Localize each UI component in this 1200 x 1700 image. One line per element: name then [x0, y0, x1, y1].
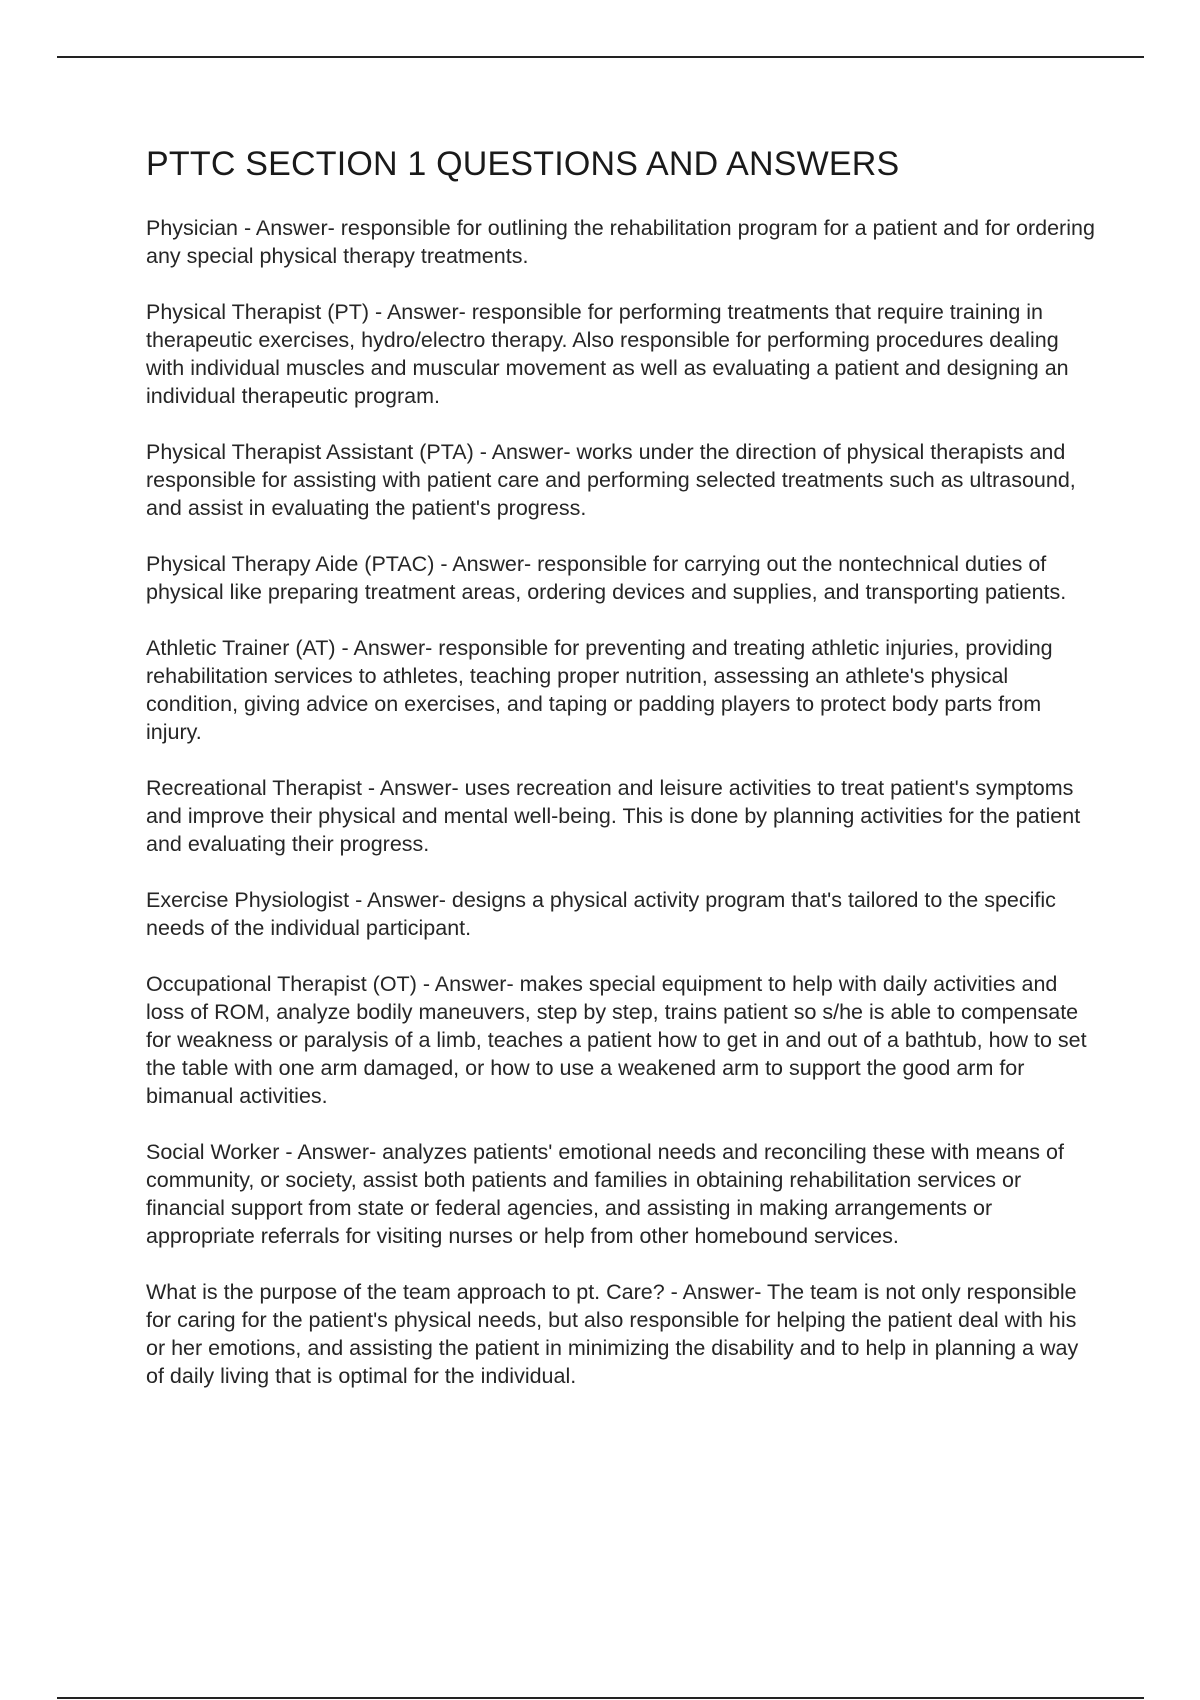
footer-divider: [57, 1697, 1144, 1699]
qa-item: Athletic Trainer (AT) - Answer- responsible for preventing and treating athletic injuries, providing rehabilitation services to athletes, teaching proper nutrition, assessing an athlete's physical condition, giving advice on exercises, and taping or padding players to protect body parts from injury.: [146, 636, 1053, 744]
qa-item: Physician - Answer- responsible for outlining the rehabilitation program for a patient and for ordering any special physical therapy treatments.: [146, 216, 1095, 268]
header-divider: [57, 56, 1144, 58]
qa-item: Physical Therapist (PT) - Answer- responsible for performing treatments that require training in therapeutic exercises, hydro/electro therapy. Also responsible for performing procedures dealing with individual muscles and muscular movement as well as evaluating a patient and designing an individual therapeutic program.: [146, 300, 1069, 408]
document-body: [146, 140, 1096, 1418]
qa-item: What is the purpose of the team approach to pt. Care? - Answer- The team is not only responsible for caring for the patient's physical needs, but also responsible for helping the patient deal with his or her emotions, and assisting the patient in minimizing the disability and to help in planning a way of daily living that is optimal for the individual.: [146, 1280, 1079, 1388]
qa-item: Physical Therapy Aide (PTAC) - Answer- responsible for carrying out the nontechnical duties of physical like preparing treatment areas, ordering devices and supplies, and transporting patients.: [146, 552, 1067, 604]
document-title: PTTC SECTION 1 QUESTIONS AND ANSWERS: [146, 145, 900, 183]
qa-item: Exercise Physiologist - Answer- designs a physical activity program that's tailored to the specific needs of the individual participant.: [146, 888, 1056, 940]
qa-list: [146, 214, 1096, 1390]
qa-item: Physical Therapist Assistant (PTA) - Answer- works under the direction of physical therapists and responsible for assisting with patient care and performing selected treatments such as ultrasound, and assist in evaluating the patient's progress.: [146, 440, 1076, 520]
qa-item: Social Worker - Answer- analyzes patients' emotional needs and reconciling these with means of community, or society, assist both patients and families in obtaining rehabilitation services or financial support from state or federal agencies, and assisting in making arrangements or appropriate referrals for visiting nurses or help from other homebound services.: [146, 1140, 1064, 1248]
qa-item: Occupational Therapist (OT) - Answer- makes special equipment to help with daily activities and loss of ROM, analyze bodily maneuvers, step by step, trains patient so s/he is able to compensate for weakness or paralysis of a limb, teaches a patient how to get in and out of a bathtub, how to set the table with one arm damaged, or how to use a weakened arm to support the good arm for bimanual activities.: [146, 972, 1087, 1108]
qa-item: Recreational Therapist - Answer- uses recreation and leisure activities to treat patient's symptoms and improve their physical and mental well-being. This is done by planning activities for the patient and evaluating their progress.: [146, 776, 1081, 856]
